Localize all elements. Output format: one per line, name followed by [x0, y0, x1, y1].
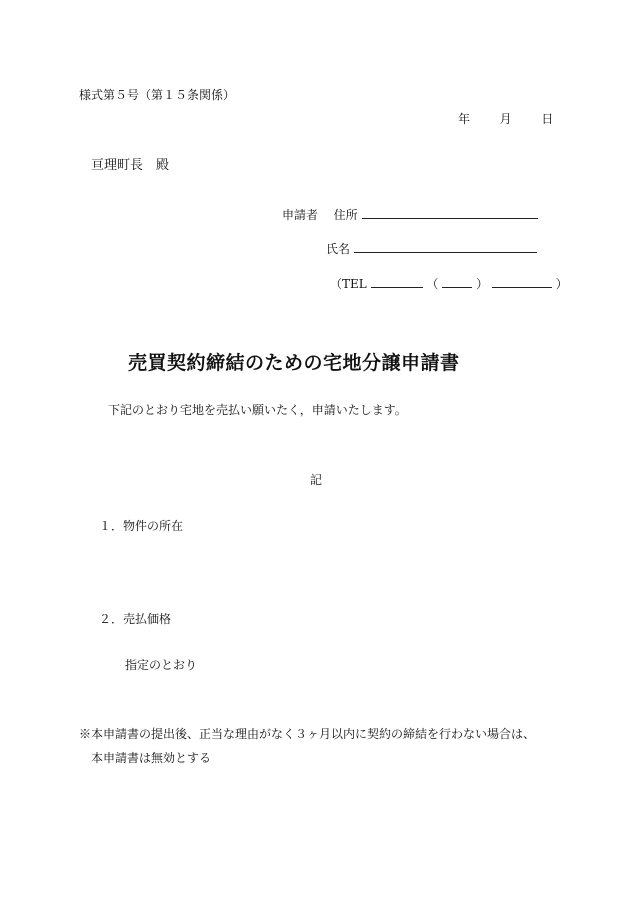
- date-day: 日: [541, 112, 554, 126]
- note-line-2: 本申請書は無効とする: [91, 751, 212, 765]
- name-blank-line: [354, 240, 537, 253]
- tel-close: ）: [555, 277, 568, 291]
- tel-label: （TEL: [330, 277, 367, 291]
- addressee: 亘理町長 殿: [91, 158, 170, 173]
- note-line-1: ※本申請書の提出後、正当な理由がなく３ヶ月以内に契約の締結を行わない場合は、: [79, 727, 536, 741]
- applicant-tel-row: [330, 275, 568, 292]
- applicant-address-row: [282, 206, 538, 223]
- document-title: 売買契約締結のための宅地分譲申請書: [128, 352, 460, 374]
- ki-heading: 記: [310, 473, 323, 487]
- date-line: [458, 110, 553, 127]
- tel-blank-3: [492, 275, 552, 288]
- tel-paren-close: ）: [476, 277, 489, 291]
- tel-blank-2: [442, 275, 472, 288]
- date-year: 年: [458, 112, 471, 126]
- address-label: 住所: [333, 208, 358, 222]
- address-blank-line: [362, 206, 538, 219]
- form-number: 様式第５号（第１５条関係）: [79, 88, 236, 102]
- applicant-label: 申請者: [282, 208, 319, 222]
- applicant-name-row: [326, 240, 537, 257]
- tel-blank-1: [371, 275, 423, 288]
- tel-paren-open: （: [426, 277, 439, 291]
- item-price-label: ２．売払価格: [99, 612, 172, 626]
- name-label: 氏名: [326, 242, 351, 256]
- item-location-label: １．物件の所在: [99, 519, 184, 533]
- intro-text: 下記のとおり宅地を売払い願いたく，申請いたします。: [108, 403, 407, 417]
- date-month: 月: [499, 112, 512, 126]
- item-price-value: 指定のとおり: [125, 658, 198, 672]
